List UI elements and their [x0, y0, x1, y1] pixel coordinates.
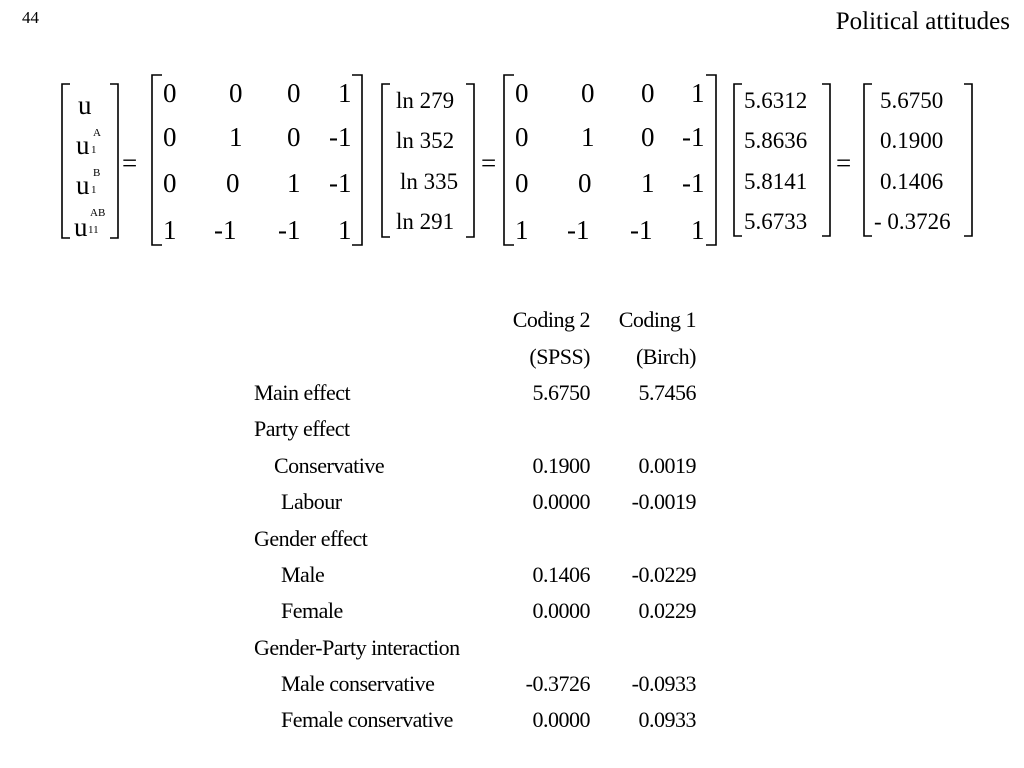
result-r3: 0.1406 [880, 169, 944, 194]
m2-r2c3: 0 [641, 122, 655, 152]
slide-title: Political attitudes [835, 8, 1010, 35]
m2-r1c3: 0 [641, 78, 655, 108]
table-row [254, 484, 696, 520]
bracket-right-logval [822, 84, 830, 236]
bracket-right-design-2 [706, 75, 716, 245]
m1-r3c4: -1 [329, 168, 352, 198]
bracket-right-result [964, 84, 972, 236]
m2-r2c4: -1 [682, 122, 705, 152]
matrix-brackets [0, 0, 1024, 260]
m2-r4c3: -1 [630, 215, 653, 245]
row-coding1: 0.0019 [638, 452, 696, 478]
subheader-blank [254, 338, 500, 374]
bracket-left-lhs [62, 84, 70, 238]
m2-r4c4: 1 [691, 215, 705, 245]
table-row [254, 593, 696, 629]
lhs-u1B: u B 1 [76, 167, 101, 200]
bracket-left-log [382, 84, 390, 237]
bracket-left-design-2 [504, 75, 514, 245]
row-label: Conservative [274, 452, 385, 478]
m1-r4c1: 1 [163, 215, 177, 245]
bracket-right-lhs [110, 84, 118, 238]
logval-r4: 5.6733 [744, 209, 808, 234]
page-number: 44 [22, 8, 39, 27]
log-r4: ln 291 [396, 209, 455, 234]
m1-r1c2: 0 [229, 78, 243, 108]
table-row [254, 630, 696, 666]
row-coding1: -0.0019 [631, 489, 696, 515]
row-coding1: -0.0933 [631, 671, 696, 697]
table-subheader-row [254, 338, 696, 374]
row-coding2: 5.6750 [532, 379, 590, 405]
row-coding1: -0.0229 [631, 561, 696, 587]
logval-r3: 5.8141 [744, 169, 808, 194]
row-label: Main effect [254, 379, 351, 405]
matrix-equation [0, 0, 1024, 260]
result-r1: 5.6750 [880, 88, 944, 113]
m1-r2c4: -1 [329, 122, 352, 152]
m2-r1c2: 0 [581, 78, 595, 108]
row-coding2: 0.0000 [532, 489, 590, 515]
table-row [254, 375, 696, 411]
row-label: Gender effect [254, 525, 368, 551]
log-r2: ln 352 [396, 128, 455, 153]
m2-r1c4: 1 [691, 78, 705, 108]
m1-r2c3: 0 [287, 122, 301, 152]
logval-r1: 5.6312 [744, 88, 808, 113]
result-r2: 0.1900 [880, 128, 944, 153]
bracket-right-design-1 [352, 75, 362, 245]
m2-r1c1: 0 [515, 78, 529, 108]
header-coding1-sub: (Birch) [635, 343, 696, 369]
m2-r2c1: 0 [515, 122, 529, 152]
m1-r2c2: 1 [229, 122, 243, 152]
table-row [254, 666, 696, 702]
result-r4: - 0.3726 [874, 209, 951, 234]
bracket-left-result [864, 84, 872, 236]
row-label: Gender-Party interaction [254, 634, 460, 660]
header-blank [254, 302, 500, 338]
m1-r1c4: 1 [338, 78, 352, 108]
m1-r4c2: -1 [214, 215, 237, 245]
table-row [254, 520, 696, 556]
table-header-row [254, 302, 696, 338]
bracket-left-design-1 [152, 75, 162, 245]
row-coding2 [500, 630, 590, 666]
row-coding1 [590, 520, 696, 556]
coding-comparison-table [254, 302, 696, 739]
m2-r2c2: 1 [581, 122, 595, 152]
lhs-u1A: u A 1 [76, 127, 101, 160]
m2-r4c2: -1 [567, 215, 590, 245]
row-label: Party effect [254, 416, 350, 442]
row-coding2: 0.1406 [532, 561, 590, 587]
row-coding1: 0.0933 [638, 707, 696, 733]
m2-r3c3: 1 [641, 168, 655, 198]
row-coding2: 0.0000 [532, 707, 590, 733]
m2-r3c4: -1 [682, 168, 705, 198]
row-coding2: -0.3726 [525, 671, 590, 697]
row-coding1: 5.7456 [638, 379, 696, 405]
row-coding1: 0.0229 [638, 598, 696, 624]
lhs-u11AB: u AB 11 [74, 207, 106, 242]
m1-r4c4: 1 [338, 215, 352, 245]
log-r3: ln 335 [400, 169, 459, 194]
header-coding2: Coding 2 [512, 307, 590, 333]
m2-r3c2: 0 [578, 168, 592, 198]
header-coding2-sub: (SPSS) [529, 343, 590, 369]
row-coding2: 0.1900 [532, 452, 590, 478]
bracket-left-logval [734, 84, 742, 236]
m2-r4c1: 1 [515, 215, 529, 245]
logval-r2: 5.8636 [744, 128, 808, 153]
m1-r3c2: 0 [226, 168, 240, 198]
m2-r3c1: 0 [515, 168, 529, 198]
row-coding2 [500, 520, 590, 556]
row-coding1 [590, 411, 696, 447]
row-label: Male conservative [281, 671, 435, 697]
equals-3: = [836, 148, 852, 178]
row-label: Labour [281, 489, 342, 515]
m1-r4c3: -1 [278, 215, 301, 245]
header-coding1: Coding 1 [618, 307, 696, 333]
row-label: Female [281, 598, 343, 624]
row-label: Female conservative [281, 707, 453, 733]
table-row [254, 411, 696, 447]
row-coding1 [590, 630, 696, 666]
lhs-u: u [78, 90, 92, 120]
equals-2: = [481, 148, 497, 178]
equals-1: = [122, 148, 138, 178]
row-coding2 [500, 411, 590, 447]
m1-r3c1: 0 [163, 168, 177, 198]
m1-r1c3: 0 [287, 78, 301, 108]
bracket-right-log [466, 84, 474, 237]
log-r1: ln 279 [396, 88, 455, 113]
row-coding2: 0.0000 [532, 598, 590, 624]
table-row [254, 557, 696, 593]
m1-r3c3: 1 [287, 168, 301, 198]
table-row [254, 702, 696, 738]
m1-r2c1: 0 [163, 122, 177, 152]
table-row [254, 448, 696, 484]
m1-r1c1: 0 [163, 78, 177, 108]
row-label: Male [281, 561, 325, 587]
